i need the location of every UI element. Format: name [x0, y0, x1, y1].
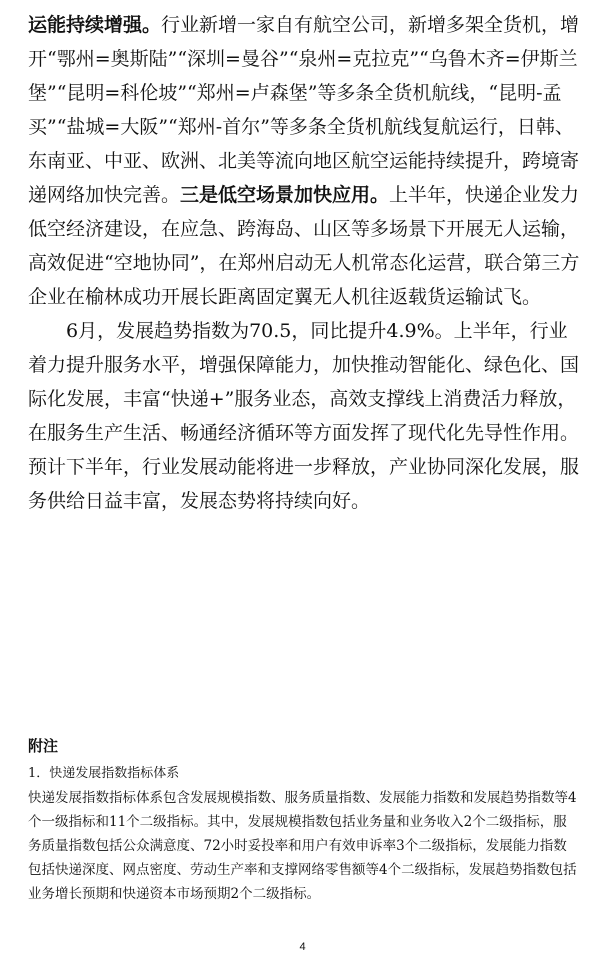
paragraph-1 [28, 8, 580, 314]
main-text [28, 8, 580, 518]
notes-title: 附注 [28, 737, 59, 755]
lead-bold-phrase: 运能持续增强。 [28, 14, 162, 36]
paragraph-1-text-a: 行业新增一家自有航空公司，新增多架全货机，增开“鄂州=奥斯陆”“深圳=曼谷”“泉州=克拉克”“乌鲁木齐=伊斯兰堡”“昆明=科伦坡”“郑州=卢森堡”等多条全货机航线，“昆明-孟买”“盐城=大阪”“郑州-首尔”等多条全货机航线复航运行，日韩、东南亚、中亚、欧洲、北美等流向地区航空运能持续提升，跨境寄递网络加快完善。 [28, 14, 580, 206]
note-item-heading: 1．快递发展指数指标体系 [28, 766, 180, 781]
page-number: 4 [299, 941, 306, 953]
note-item-body: 快递发展指数指标体系包含发展规模指数、服务质量指数、发展能力指数和发展趋势指数等4个一级指标和11个二级指标。其中，发展规模指数包括业务量和业务收入2个二级指标，服务质量指数包括公众满意度、72小时妥投率和用户有效申诉率3个二级指标，发展能力指数包括快递深度、网点密度、劳动生产率和支撑网络零售额等4个二级指标，发展趋势指数包括业务增长预期和快递资本市场预期2个二级指标。 [28, 790, 577, 902]
paragraph-1-text-b: 上半年，快递企业发力低空经济建设，在应急、跨海岛、山区等多场景下开展无人运输，高效促进“空地协同”，在郑州启动无人机常态化运营，联合第三方企业在榆林成功开展长距离固定翼无人机往返载货运输试飞。 [28, 184, 580, 308]
paragraph-2: 6月，发展趋势指数为70.5，同比提升4.9%。上半年，行业着力提升服务水平，增强保障能力，加快推动智能化、绿色化、国际化发展，丰富“快递+”服务业态，高效支撑线上消费活力释放，在服务生产生活、畅通经济循环等方面发挥了现代化先导性作用。预计下半年，行业发展动能将进一步释放，产业协同深化发展，服务供给日益丰富，发展态势将持续向好。 [28, 320, 580, 512]
section-heading-low-altitude: 三是低空场景加快应用。 [180, 184, 390, 206]
